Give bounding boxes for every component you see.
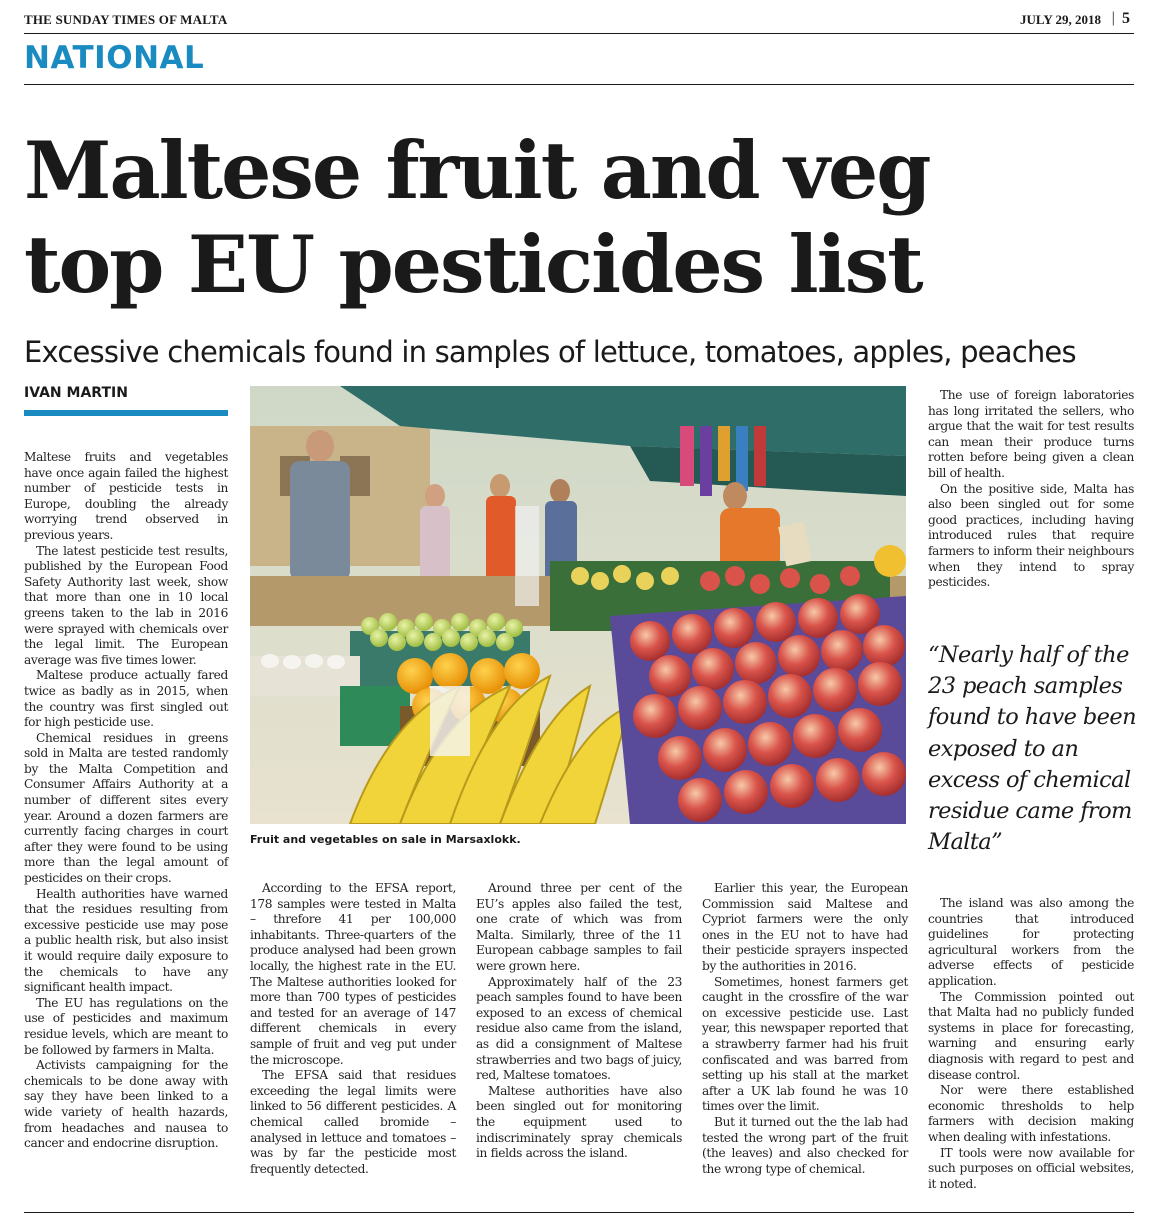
pull-quote: “Nearly half of the 23 peach samples found to have been exposed to an excess of chemical residue came from Malta” (928, 642, 1136, 856)
section-rule (24, 84, 1134, 85)
paragraph: The EFSA said that residues exceeding the legal limits were linked to 56 different pesticides. A chemical called bromide – analysed in lettuce and tomatoes – was by far the pesticide most frequently detected. (250, 1068, 456, 1176)
headline (24, 124, 1134, 312)
column-3 (476, 881, 682, 1162)
masthead: THE SUNDAY TIMES OF MALTA (24, 12, 228, 27)
paragraph: Approximately half of the 23 peach samples found to have been exposed to an excess of chemical residue also came from the island, as did a consignment of Maltese strawberries and two bags of juicy, red, Maltese tomatoes. (476, 974, 682, 1083)
market-photo-illustration (250, 386, 906, 824)
column-5-top (928, 388, 1134, 591)
page-number: 5 (1122, 10, 1130, 27)
column-5-bottom (928, 896, 1134, 1192)
paragraph: Health authorities have warned that the residues resulting from excessive pesticide use may pose a public health risk, but also insist it would require daily exposure to the chemicals to have any significant health impact. (24, 886, 228, 995)
paragraph: The use of foreign laboratories has long irritated the sellers, who argue that the wait for test results can mean their produce turns rotten before being given a clean bill of health. (928, 388, 1134, 480)
paragraph: Nor were there established economic thresholds to help farmers with decision making when dealing with infestations. (928, 1083, 1134, 1144)
paragraph: On the positive side, Malta has also been singled out for some good practices, including having introduced rules that require farmers to inform their neighbours when they intend to spray pesticides. (928, 481, 1134, 590)
paragraph: The latest pesticide test results, published by the European Food Safety Authority last week, show that more than one in 10 local greens taken to the lab in 2016 were sprayed with chemicals over the legal limit. The European average was five times lower. (24, 543, 228, 667)
standfirst: Excessive chemicals found in samples of lettuce, tomatoes, apples, peaches (24, 335, 1076, 369)
paragraph: Maltese produce actually fared twice as badly as in 2015, when the country was first singled out for high pesticide use. (24, 668, 228, 730)
photo-caption: Fruit and vegetables on sale in Marsaxlokk. (250, 833, 521, 846)
section-label: NATIONAL (24, 40, 205, 76)
headline-line-2: top EU pesticides list (24, 218, 922, 311)
byline: IVAN MARTIN (24, 385, 128, 401)
paragraph: Maltese authorities have also been singled out for monitoring the equipment used to indiscriminately spray chemicals in fields across the island. (476, 1083, 682, 1161)
paragraph: Maltese fruits and vegetables have once again failed the highest number of pesticide tests in Europe, doubling the already worrying trend observed in previous years. (24, 450, 228, 542)
column-4 (702, 881, 908, 1177)
headline-line-1: Maltese fruit and veg (24, 124, 930, 217)
column-1 (24, 450, 228, 1152)
paragraph: According to the EFSA report, 178 samples were tested in Malta – threfore 41 per 100,000 inhabitants. Three-quarters of the produce analysed had been grown locally, the highest rate in the EU. The Maltese authorities looked for more than 700 types of pesticides and tested for an average of 147 different chemicals in every sample of fruit and veg put under the microscope. (250, 881, 456, 1067)
paragraph: Sometimes, honest farmers get caught in the crossfire of the war on excessive pesticide use. Last year, this newspaper reported that a strawberry farmer had his fruit confiscated and was barred from setting up his stall at the market after a UK lab found he was 10 times over the limit. (702, 974, 908, 1114)
column-2 (250, 881, 456, 1177)
paragraph: IT tools were now available for such purposes on official websites, it noted. (928, 1145, 1134, 1191)
paragraph: Around three per cent of the EU’s apples also failed the test, one crate of which was from Malta. Similarly, three of the 11 European cabbage samples to fail were grown here. (476, 881, 682, 973)
paragraph: The Commission pointed out that Malta had no publicly funded systems in place for forecasting, warning and ensuring early diagnosis with regard to pest and disease control. (928, 989, 1134, 1082)
header-divider: | (1111, 10, 1116, 26)
byline-rule (24, 410, 228, 416)
paragraph: Chemical residues in greens sold in Malta are tested randomly by the Malta Competition and Consumer Affairs Authority at a number of different sites every year. Around a dozen farmers are currently facing charges in court after they were found to be using more than the legal amount of pesticides on their crops. (24, 730, 228, 886)
bottom-rule (24, 1212, 1134, 1213)
paragraph: Activists campaigning for the chemicals to be done away with say they have been linked to a wide variety of health hazards, from headaches and nausea to cancer and endocrine disruption. (24, 1058, 228, 1151)
paragraph: But it turned out the the lab had tested the wrong part of the fruit (the leaves) and also checked for the wrong type of chemical. (702, 1114, 908, 1176)
paragraph: The EU has regulations on the use of pesticides and maximum residue levels, which are meant to be followed by farmers in Malta. (24, 995, 228, 1057)
market-photo (250, 386, 906, 824)
paragraph: The island was also among the countries that introduced guidelines for protecting agricultural workers from the adverse effects of pesticide application. (928, 896, 1134, 988)
issue-date: JULY 29, 2018 (1020, 12, 1102, 27)
top-rule (24, 33, 1134, 34)
paragraph: Earlier this year, the European Commission said Maltese and Cypriot farmers were the only ones in the EU not to have had their pesticide sprayers inspected by the authorities in 2016. (702, 881, 908, 973)
